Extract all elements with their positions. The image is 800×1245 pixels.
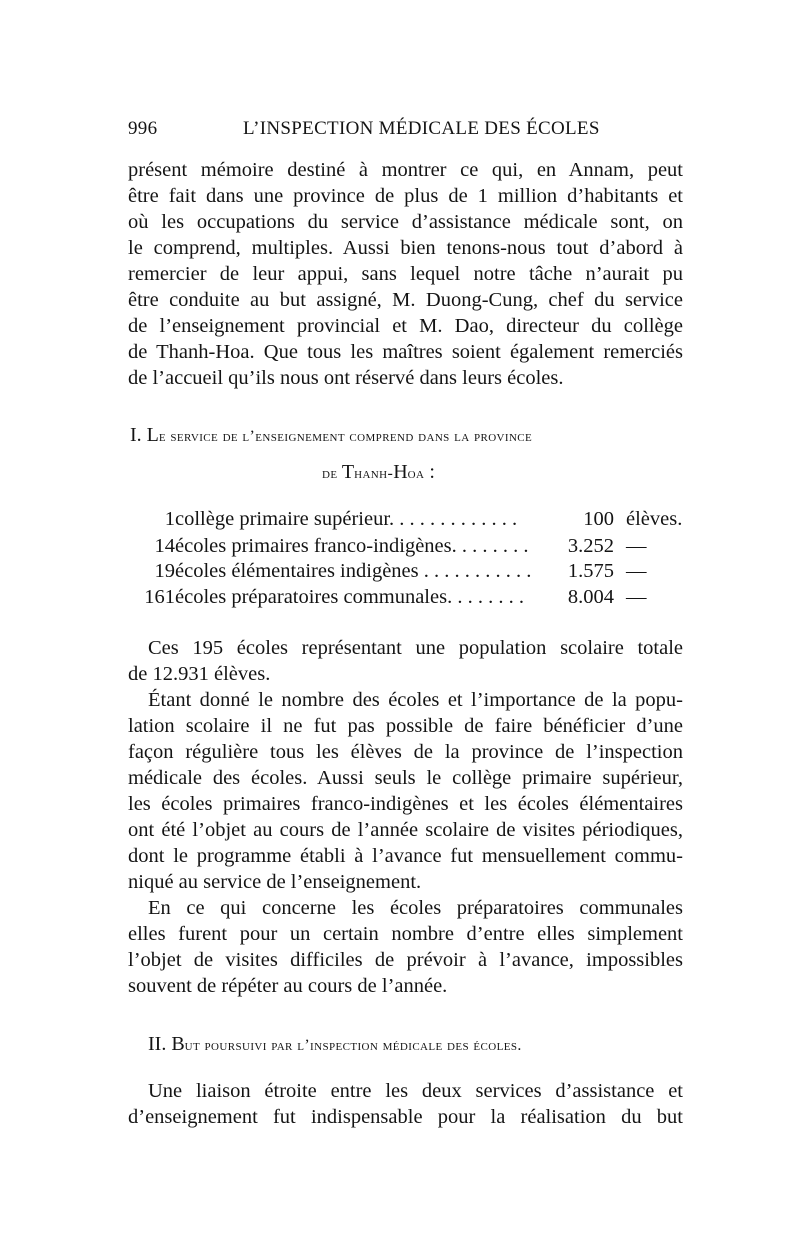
body-line: ont été l’objet au cours de l’année scolaire de visites périodiques, bbox=[128, 819, 683, 841]
section-1-prefix: de bbox=[322, 465, 342, 482]
pupil-unit: — bbox=[626, 560, 647, 582]
schools-table-row bbox=[144, 586, 690, 612]
intro-line: être fait dans une province de plus de 1 million d’habitants et bbox=[128, 185, 683, 207]
intro-line: de l’enseignement provincial et M. Dao, directeur du collège bbox=[128, 315, 683, 337]
body-line: elles furent pour un certain nombre d’entre elles simplement bbox=[128, 923, 683, 945]
schools-table-row bbox=[150, 560, 690, 586]
school-count: 14 bbox=[154, 535, 175, 557]
school-count: 161 bbox=[144, 586, 175, 608]
section-1-name-initial-h: H bbox=[393, 461, 408, 483]
pupil-count: 100 bbox=[583, 508, 614, 530]
body-line: Ces 195 écoles représentant une population scolaire totale bbox=[148, 637, 683, 659]
section-1-numeral: I. bbox=[130, 424, 142, 446]
section-1-name-part1: hanh- bbox=[354, 465, 394, 482]
pupil-unit: élèves. bbox=[626, 508, 683, 530]
running-title: L’INSPECTION MÉDICALE DES ÉCOLES bbox=[243, 118, 600, 139]
school-label: collège primaire supérieur. . . . . . . . . . . . . bbox=[175, 508, 518, 530]
section-2-heading bbox=[148, 1033, 522, 1056]
intro-line: le comprend, multiples. Aussi bien tenons-nous tout d’abord à bbox=[128, 237, 683, 259]
schools-table-row bbox=[150, 535, 690, 561]
body-line: En ce qui concerne les écoles préparatoires communales bbox=[148, 897, 683, 919]
body-line: dont le programme établi à l’avance fut mensuellement commu- bbox=[128, 845, 683, 867]
body-line: les écoles primaires franco-indigènes et les écoles élémentaires bbox=[128, 793, 683, 815]
section-1-heading-line2 bbox=[322, 461, 435, 484]
school-count: 19 bbox=[154, 560, 175, 582]
school-label: écoles élémentaires indigènes . . . . . . . . . . . bbox=[175, 560, 532, 582]
school-label: écoles préparatoires communales. . . . . . . . bbox=[175, 586, 524, 608]
closing-line: d’enseignement fut indispensable pour la réalisation du but bbox=[128, 1106, 683, 1128]
section-1-name-part2: oa bbox=[407, 465, 425, 482]
intro-line: présent mémoire destiné à montrer ce qui, en Annam, peut bbox=[128, 159, 683, 181]
body-line: Étant donné le nombre des écoles et l’importance de la popu- bbox=[148, 689, 683, 711]
body-line: l’objet de visites difficiles de prévoir à l’avance, impossibles bbox=[128, 949, 683, 971]
body-line: de 12.931 élèves. bbox=[128, 663, 271, 685]
section-2-title: ut poursuivi par l’inspection médicale des écoles. bbox=[184, 1037, 522, 1054]
section-1-name-initial-t: T bbox=[341, 461, 355, 483]
page-header bbox=[128, 118, 688, 142]
section-2-numeral: II. bbox=[148, 1033, 167, 1055]
pupil-unit: — bbox=[626, 535, 647, 557]
school-count: 1 bbox=[164, 508, 175, 530]
body-line: façon régulière tous les élèves de la province de l’inspection bbox=[128, 741, 683, 763]
pupil-count: 8.004 bbox=[567, 586, 614, 608]
intro-line: être conduite au but assigné, M. Duong-Cung, chef du service bbox=[128, 289, 683, 311]
intro-line: où les occupations du service d’assistance médicale sont, on bbox=[128, 211, 683, 233]
pupil-count: 3.252 bbox=[567, 535, 614, 557]
pupil-count: 1.575 bbox=[567, 560, 614, 582]
section-1-colon: : bbox=[424, 461, 435, 483]
section-1-initial: L bbox=[146, 424, 159, 446]
body-line: niqué au service de l’enseignement. bbox=[128, 871, 422, 893]
intro-line: de Thanh-Hoa. Que tous les maîtres soient également remerciés bbox=[128, 341, 683, 363]
body-line: lation scolaire il ne fut pas possible de faire bénéficier d’une bbox=[128, 715, 683, 737]
section-2-initial: B bbox=[171, 1033, 185, 1055]
closing-line: Une liaison étroite entre les deux services d’assistance et bbox=[148, 1080, 683, 1102]
section-1-heading bbox=[130, 424, 532, 447]
body-line: souvent de répéter au cours de l’année. bbox=[128, 975, 448, 997]
schools-table-row bbox=[150, 508, 690, 534]
intro-line: remercier de leur appui, sans lequel notre tâche n’aurait pu bbox=[128, 263, 683, 285]
section-1-title: e service de l’enseignement comprend dans la province bbox=[158, 428, 533, 445]
page-number: 996 bbox=[128, 118, 158, 139]
intro-line: de l’accueil qu’ils nous ont réservé dans leurs écoles. bbox=[128, 367, 564, 389]
school-label: écoles primaires franco-indigènes. . . . . . . . bbox=[175, 535, 529, 557]
body-line: médicale des écoles. Aussi seuls le collège primaire supérieur, bbox=[128, 767, 683, 789]
pupil-unit: — bbox=[626, 586, 647, 608]
